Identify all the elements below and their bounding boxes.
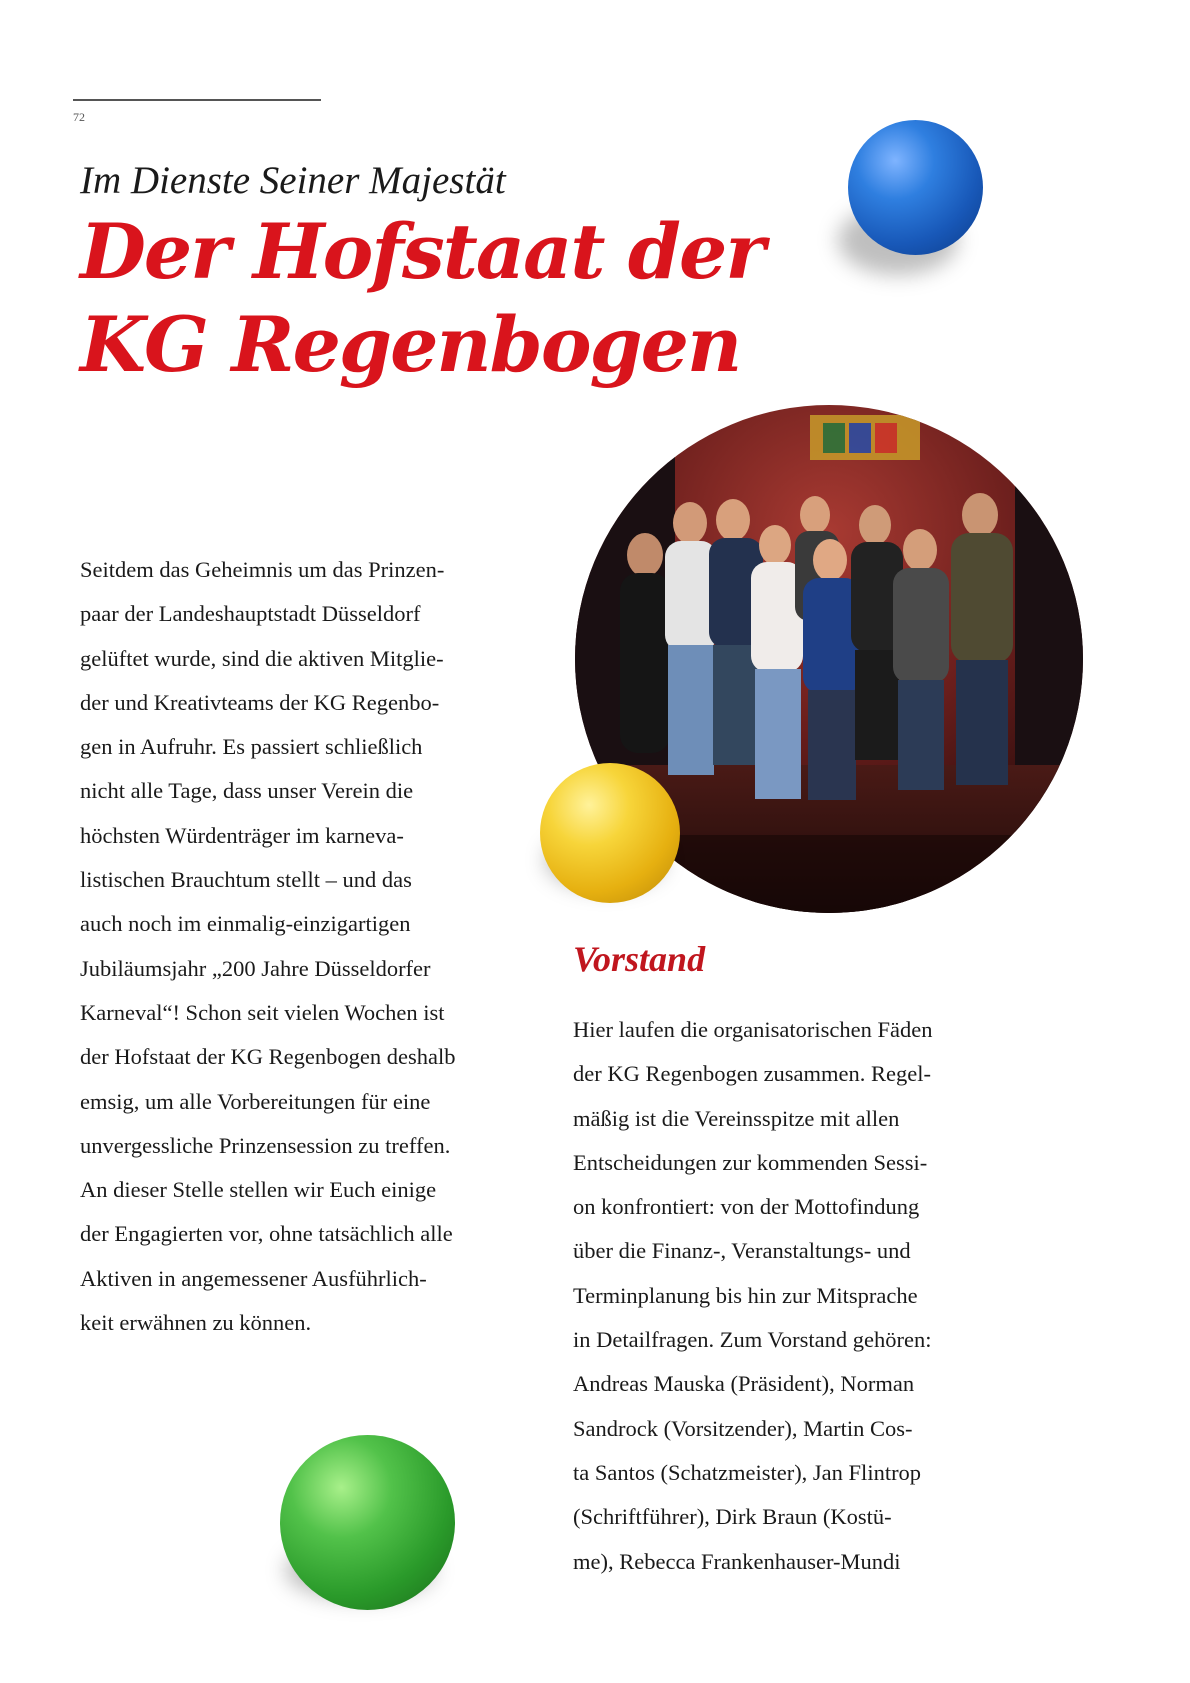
article-subtitle: Im Dienste Seiner Majestät <box>80 159 506 202</box>
yellow-confetti-ball <box>540 763 680 903</box>
vorstand-line: Terminplanung bis hin zur Mitsprache <box>573 1282 918 1308</box>
intro-line: der Engagierten vor, ohne tatsächlich alle <box>80 1221 453 1247</box>
header-rule <box>73 99 321 101</box>
intro-line: An dieser Stelle stellen wir Euch einige <box>80 1177 437 1203</box>
blue-confetti-ball <box>848 120 983 255</box>
vorstand-text <box>573 1008 1043 1584</box>
intro-line: der Hofstaat der KG Regenbogen deshalb <box>80 1044 456 1070</box>
intro-line: der und Kreativteams der KG Regenbo- <box>80 689 440 715</box>
intro-text <box>80 548 560 1345</box>
intro-line: Aktiven in angemessener Ausführlich- <box>80 1265 427 1291</box>
vorstand-line: (Schriftführer), Dirk Braun (Kostü- <box>573 1504 892 1530</box>
vorstand-line: ta Santos (Schatzmeister), Jan Flintrop <box>573 1459 922 1485</box>
article-title-line: Der Hofstaat der <box>80 207 764 296</box>
intro-line: auch noch im einmalig-einzigartigen <box>80 911 411 937</box>
green-confetti-ball <box>280 1435 455 1610</box>
intro-line: emsig, um alle Vorbereitungen für eine <box>80 1088 431 1114</box>
intro-line: nicht alle Tage, dass unser Verein die <box>80 778 414 804</box>
intro-line: gelüftet wurde, sind die aktiven Mitglie- <box>80 645 444 671</box>
article-title <box>80 205 840 391</box>
vorstand-line: on konfrontiert: von der Mottofindung <box>573 1194 920 1220</box>
vorstand-line: über die Finanz-, Veranstaltungs- und <box>573 1238 911 1264</box>
vorstand-line: in Detailfragen. Zum Vorstand gehören: <box>573 1327 932 1353</box>
vorstand-line: der KG Regenbogen zusammen. Regel- <box>573 1061 932 1087</box>
article-title-line: KG Regenbogen <box>80 300 741 389</box>
page-number: 72 <box>73 110 85 124</box>
intro-line: Jubiläumsjahr „200 Jahre Düsseldorfer <box>80 955 431 981</box>
intro-line: paar der Landeshauptstadt Düsseldorf <box>80 601 421 627</box>
intro-line: listischen Brauchtum stellt – und das <box>80 867 412 893</box>
section-heading-vorstand: Vorstand <box>573 939 706 979</box>
vorstand-line: Hier laufen die organisatorischen Fäden <box>573 1017 933 1042</box>
vorstand-line: Sandrock (Vorsitzender), Martin Cos- <box>573 1415 913 1441</box>
intro-line: keit erwähnen zu können. <box>80 1310 312 1336</box>
vorstand-line: Andreas Mauska (Präsident), Norman <box>573 1371 915 1397</box>
vorstand-line: Entscheidungen zur kommenden Sessi- <box>573 1149 928 1175</box>
intro-line: Seitdem das Geheimnis um das Prinzen- <box>80 557 445 582</box>
intro-line: höchsten Würdenträger im karneva- <box>80 822 404 848</box>
intro-line: Karneval“! Schon seit vielen Wochen ist <box>80 999 445 1025</box>
vorstand-line: me), Rebecca Frankenhauser-Mundi <box>573 1548 901 1574</box>
vorstand-line: mäßig ist die Vereinsspitze mit allen <box>573 1105 900 1131</box>
intro-line: unvergessliche Prinzensession zu treffen. <box>80 1132 451 1158</box>
intro-line: gen in Aufruhr. Es passiert schließlich <box>80 734 423 760</box>
